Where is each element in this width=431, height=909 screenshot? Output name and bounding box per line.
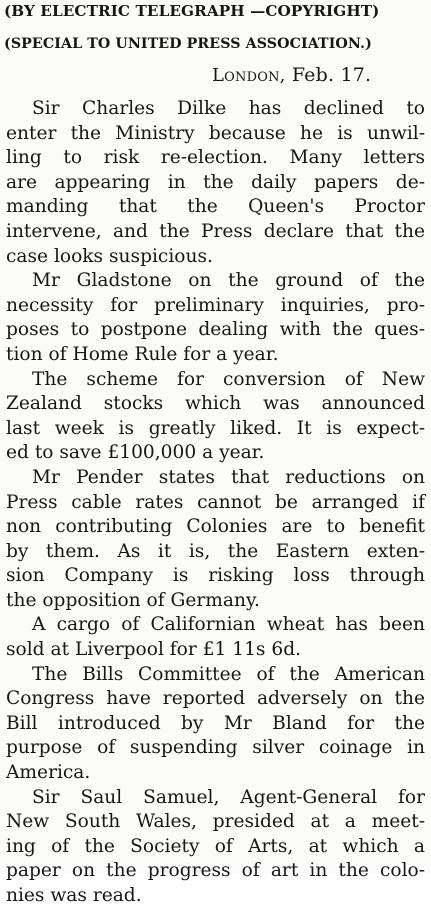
paragraph-2-line: tion of Home Rule for a year.: [6, 343, 279, 365]
association-header: (SPECIAL TO UNITED PRESS ASSOCIATION.): [4, 36, 372, 52]
paragraph-7-line: paper on the progress of art in the colo-: [6, 860, 425, 882]
paragraph-6-line: America.: [6, 762, 91, 784]
telegraph-header: (BY ELECTRIC TELEGRAPH —COPYRIGHT): [4, 2, 380, 20]
paragraph-1-line: are appearing in the daily papers de-: [6, 171, 425, 193]
paragraph-3-line: Zealand stocks which was announced: [6, 393, 425, 415]
paragraph-5-line: sold at Liverpool for £1 11s 6d.: [6, 639, 302, 661]
paragraph-4-line: sion Company is risking loss through: [6, 565, 425, 587]
paragraph-1-line: case looks suspicious.: [6, 245, 213, 267]
paragraph-6-line: purpose of suspending silver coinage in: [6, 737, 425, 759]
paragraph-2-line: necessity for preliminary inquiries, pro-: [6, 294, 425, 316]
paragraph-1-line: intervene, and the Press declare that the: [6, 220, 425, 242]
paragraph-1-line: enter the Ministry because he is unwil-: [6, 122, 425, 144]
paragraph-6-line: The Bills Committee of the American: [32, 663, 425, 685]
dateline-city: London,: [212, 65, 286, 86]
paragraph-6-line: Bill introduced by Mr Bland for the: [6, 712, 425, 734]
paragraph-6-line: Congress have reported adversely on the: [6, 688, 425, 710]
paragraph-7-line: New South Wales, presided at a meet-: [6, 811, 425, 833]
paragraph-4-line: non contributing Colonies are to benefit: [6, 516, 425, 538]
paragraph-3-line: last week is greatly liked. It is expect-: [6, 417, 425, 439]
paragraph-1-line: manding that the Queen's Proctor: [6, 196, 425, 218]
paragraph-7-line: nies was read.: [6, 885, 142, 906]
paragraph-1-line: Sir Charles Dilke has declined to: [32, 98, 425, 119]
paragraph-7-line: Sir Saul Samuel, Agent-General for: [32, 786, 425, 808]
paragraph-7-line: ing of the Society of Arts, at which a: [6, 835, 425, 857]
paragraph-4-line: Mr Pender states that reductions on: [32, 466, 425, 488]
paragraph-2-line: Mr Gladstone on the ground of the: [32, 270, 425, 292]
paragraph-2-line: poses to postpone dealing with the ques-: [6, 319, 425, 341]
paragraph-4-line: Press cable rates cannot be arranged if: [6, 491, 425, 513]
paragraph-4-line: by them. As it is, the Eastern exten-: [6, 540, 425, 562]
paragraph-5-line: A cargo of Californian wheat has been: [32, 614, 425, 636]
article-body: [6, 97, 425, 909]
dateline: [212, 64, 371, 86]
paragraph-1-line: ling to risk re-election. Many letters: [6, 147, 425, 169]
paragraph-4-line: the opposition of Germany.: [6, 589, 260, 611]
paragraph-3-line: ed to save £100,000 a year.: [6, 442, 265, 464]
paragraph-3-line: The scheme for conversion of New: [32, 368, 425, 390]
dateline-date: Feb. 17.: [291, 64, 372, 86]
